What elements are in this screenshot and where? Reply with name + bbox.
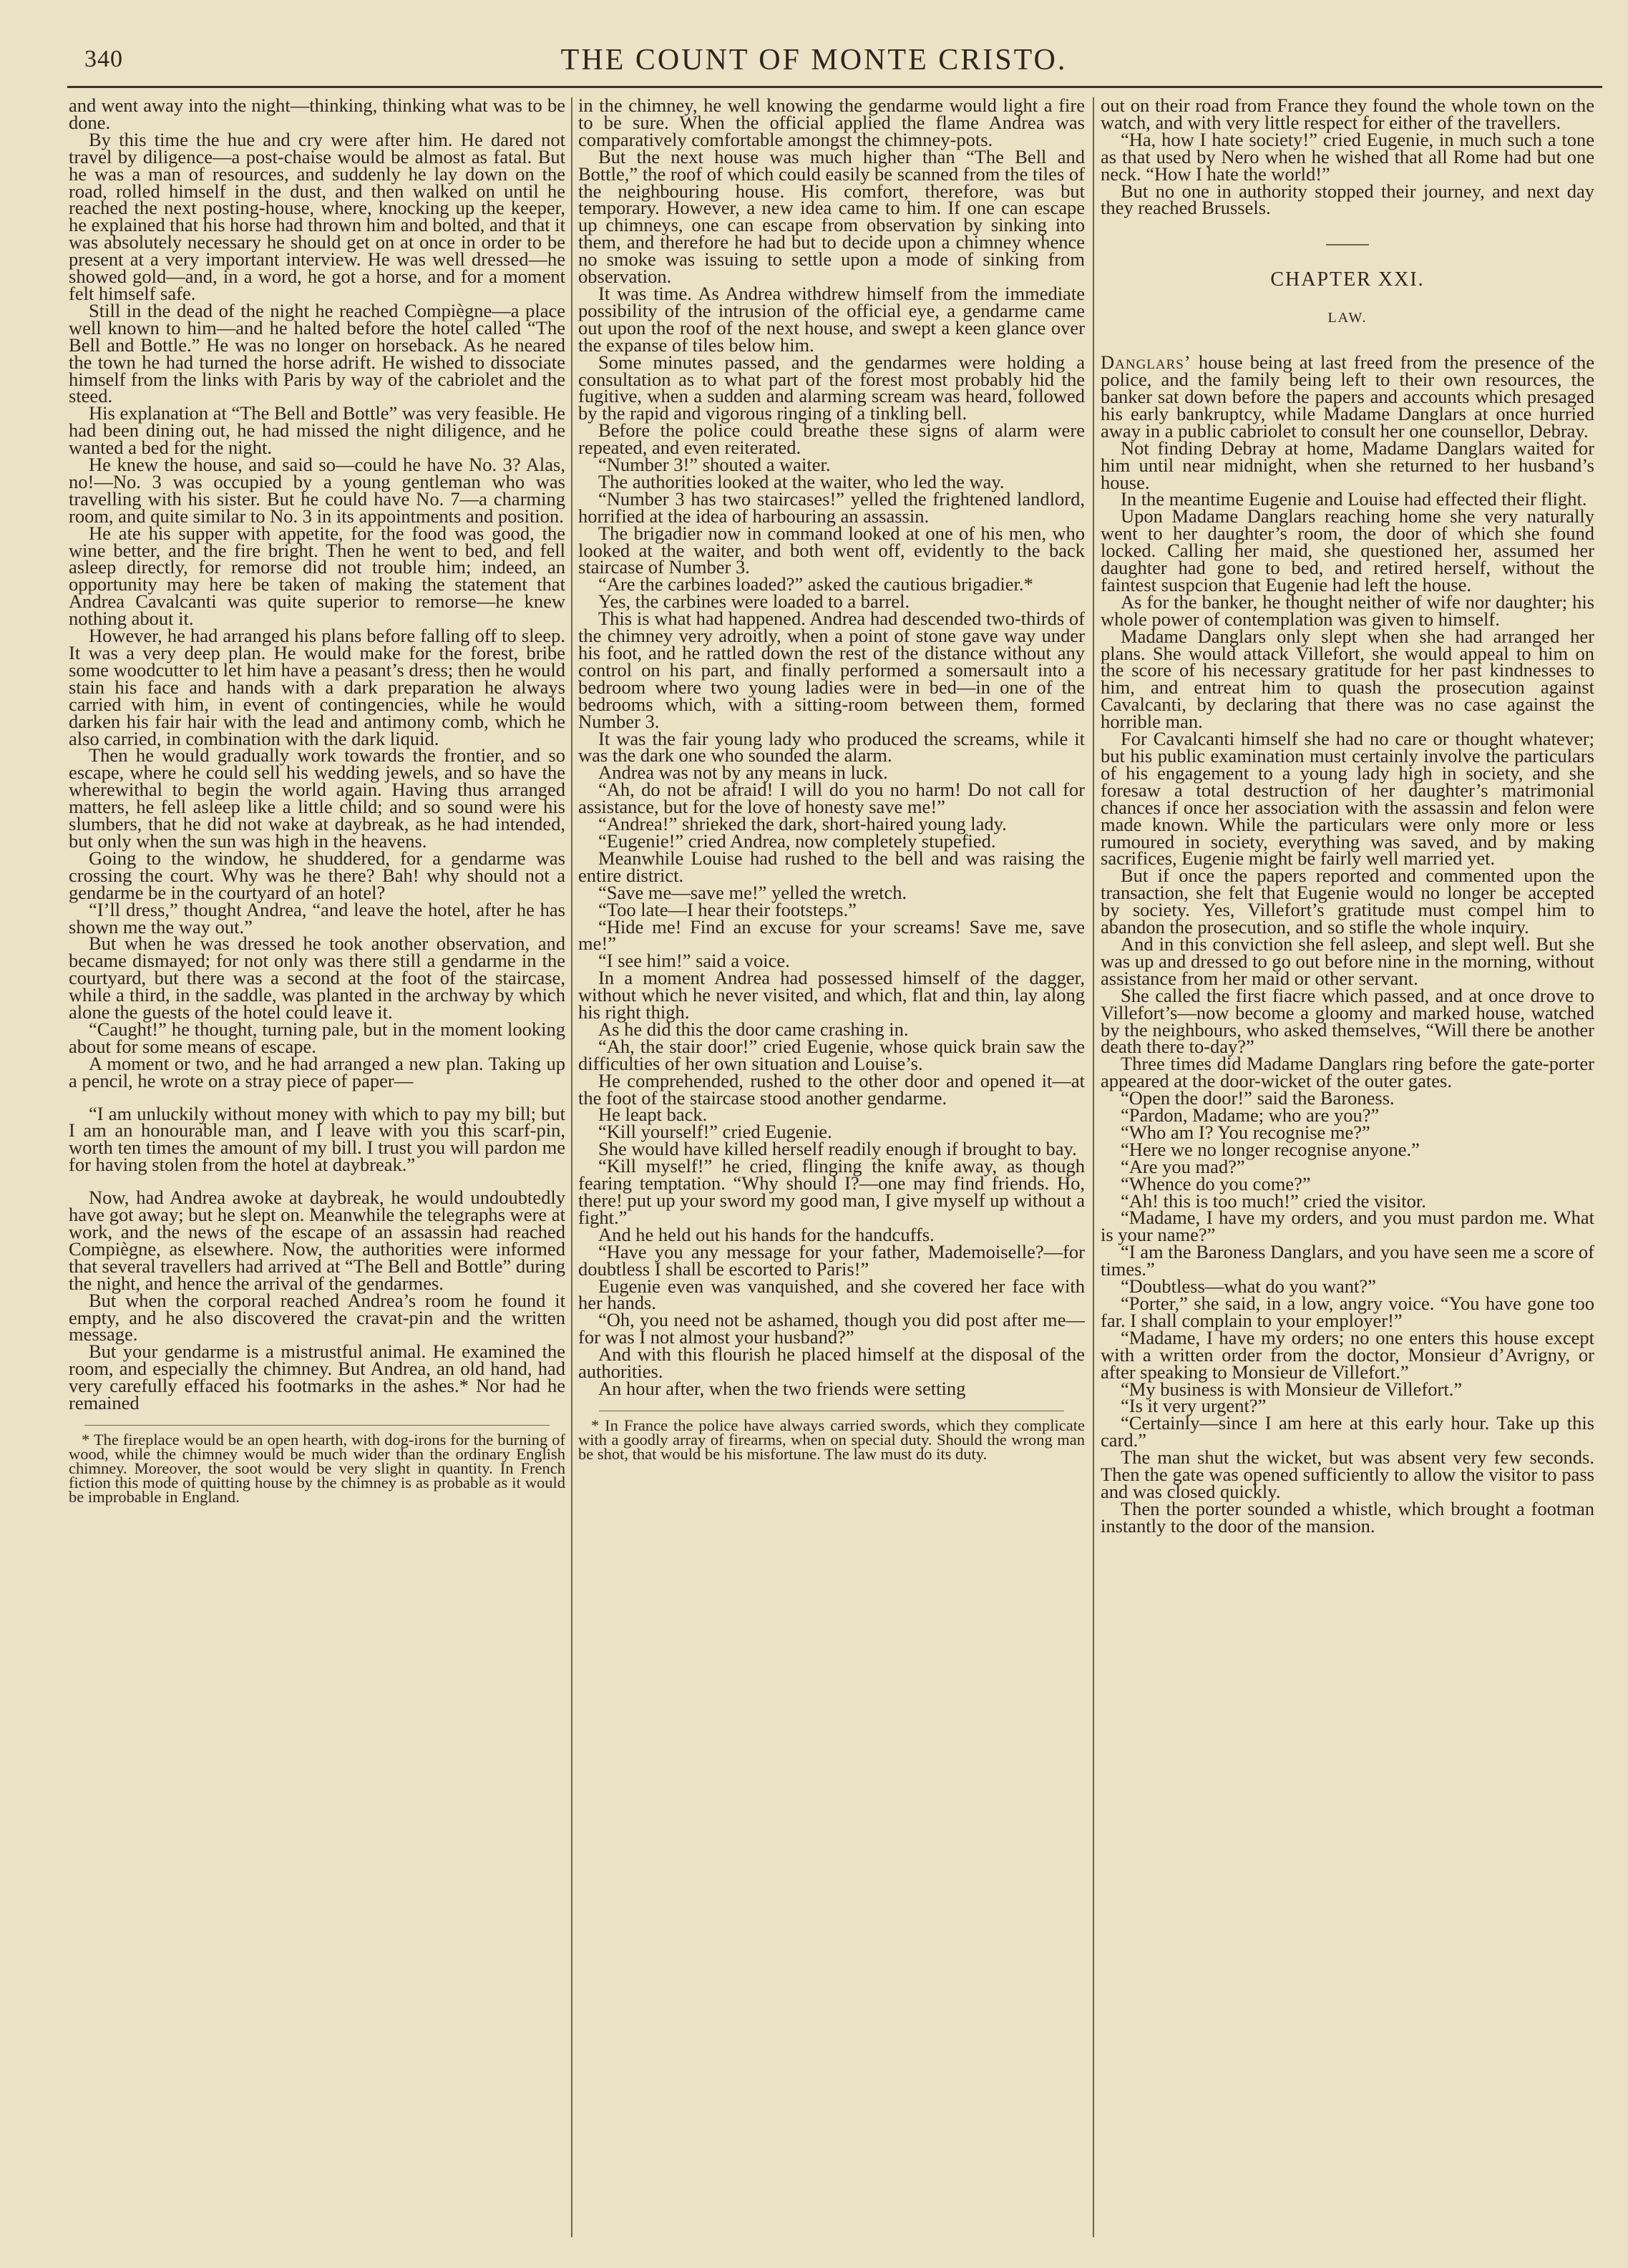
paragraph: “Ah! this is too much!” cried the visitor. [1121,1189,1426,1212]
paragraph: “Eugenie!” cried Andrea, now completely stupefied. [598,829,996,852]
footnote: * The fireplace would be an open hearth, with dog-irons for the burning of wood, while the chimney would be much wider than the ordinary English chimney. Moreover, the soot would be very slight in quantity. In French fiction this mode of quitting house by the chimney is as probable as it would be improbable in England. [69,1430,565,1506]
chapter-title: CHAPTER XXI. [1270,268,1425,291]
paragraph: “Number 3!” shouted a waiter. [598,454,831,476]
paragraph: Madame Danglars only slept when she had arranged her plans. She would attack Villefort, she would appeal to him on the score of his necessary gratitude for her past kindnesses to him, and entreat him to quash the prosecution against Cavalcanti, by declaring that there was no case against the horrible man. [1101,625,1594,733]
paragraph: She called the first fiacre which passed, and at once drove to Villefort’s—now become a gloomy and marked house, watched by the neighbours, who asked themselves, “Will there be another death there to-day?” [1101,984,1594,1058]
paragraph: “Whence do you come?” [1121,1172,1311,1194]
paragraph: “Oh, you need not be ashamed, though you did post after me—for was I not almost your husband?” [578,1309,1085,1348]
paragraph: Three times did Madame Danglars ring before the gate-porter appeared at the door-wicket of the outer gates. [1101,1053,1594,1092]
chapter-rule [1326,244,1369,245]
paragraph: For Cavalcanti himself she had no care or thought whatever; but his public examination must certainly involve the particulars of his engagement to a young lady high in society, and she foresaw a total destruction of her daughter’s matrimonial chances if once her association with the assassin and felon were made known. While the particulars were only more or less rumoured in society, everything was saved, and by making sacrifices, Eugenie might be fairly well married yet. [1101,728,1594,870]
paragraph: An hour after, when the two friends were setting [598,1377,966,1399]
paragraph: Going to the window, he shuddered, for a gendarme was crossing the court. Why was he there? Bah! why should not a gendarme be in the courtyard of an hotel? [69,847,565,903]
paragraph: But when he was dressed he took another observation, and became dismayed; for not only was there still a gendarme in the courtyard, but there was a second at the foot of the staircase, while a third, in the saddle, was planted in the archway by which alone the guests of the hotel could leave it. [69,933,565,1023]
paragraph: “Are the carbines loaded?” asked the cautious brigadier.* [598,573,1033,595]
paragraph: “My business is with Monsieur de Villefort.” [1121,1378,1463,1400]
paragraph: “Save me—save me!” yelled the wretch. [598,881,907,903]
paragraph: By this time the hue and cry were after him. He dared not travel by diligence—a post-chaise would be almost as fatal. But he was a man of resources, and suddenly he lay down on the road, rolled himself in the dust, and then walked on until he reached the next posting-house, where, knocking up the keeper, he explained that his horse had thrown him and bolted, and that it was absolutely necessary he should get on at once in order to be present at a very important interview. He was well dressed—he showed gold—and, in a word, he got a horse, and for a moment felt himself safe. [69,128,565,304]
letter-quote: “I am unluckily without money with which to pay my bill; but I am an honourable man, and I leave with you this scarf-pin, worth ten times the amount of my bill. I trust you will pardon me for having stolen from the hotel at daybreak.” [69,1102,565,1176]
header-rule [67,86,1602,88]
paragraph: “I see him!” said a voice. [598,950,790,972]
paragraph: As for the banker, he thought neither of wife nor daughter; his whole power of contemplation was given to himself. [1101,590,1594,630]
paragraph: “Is it very urgent?” [1121,1395,1267,1417]
paragraph: and went away into the night—thinking, thinking what was to be done. [69,97,565,133]
paragraph: “Ha, how I hate society!” cried Eugenie, in much such a tone as that used by Nero when he wished that all Rome had but one neck. “How I hate the world!” [1101,128,1594,185]
paragraph: Still in the dead of the night he reached Compiègne—a place well known to him—and he halted before the hotel called “The Bell and Bottle.” He was no longer on horseback. As he neared the town he had turned the horse adrift. He wished to dissociate himself from the links with Paris by way of the cabriolet and the steed. [69,299,565,407]
paragraph: “Kill yourself!” cried Eugenie. [598,1121,832,1143]
paragraph: Some minutes passed, and the gendarmes were holding a consultation as to what part of the forest most probably hid the fugitive, when a sudden and alarming scream was heard, followed by the rapid and vigorous ringing of a tinkling bell. [578,351,1085,424]
paragraph: in the chimney, he well knowing the gendarme would light a fire to be sure. When the official applied the flame Andrea was comparatively comfortable amongst the chimney-pots. [578,97,1085,150]
chapter-opening-paragraph [1101,351,1594,442]
paragraph: “Doubtless—what do you want?” [1121,1275,1376,1298]
paragraph: He ate his supper with appetite, for the food was good, the wine better, and the fire bright. Then he went to bed, and fell asleep directly, for remorse did not trouble him; indeed, an opportunity may here be taken of making the statement that Andrea Cavalcanti was quite superior to remorse—he knew nothing about it. [69,522,565,630]
paragraph: She would have killed herself readily enough if brought to bay. [598,1138,1077,1160]
paragraph: However, he had arranged his plans before falling off to sleep. It was a very deep plan. He would make for the forest, bribe some woodcutter to let him have a peasant’s dress; then he would stain his face and hands with a dark preparation he always carried with him, in event of contingencies, while he would darken his fair hair with the lead and antimony comb, which he also carried, in combination with the dark liquid. [69,625,565,749]
paragraph: He leapt back. [598,1104,708,1126]
paragraph: This is what had happened. Andrea had descended two-thirds of the chimney very adroitly, when a point of stone gave way under his foot, and he rattled down the rest of the distance without any control on his part, and finally performed a somersault into a bedroom where two young ladies were in bed—in one of the bedrooms which, with a sitting-room between them, formed Number 3. [578,608,1085,732]
paragraph: “I’ll dress,” thought Andrea, “and leave the hotel, after he has shown me the way out.” [69,898,565,938]
paragraph: “Too late—I hear their footsteps.” [598,898,857,920]
paragraph: “Here we no longer recognise anyone.” [1121,1138,1420,1160]
paragraph: “Certainly—since I am here at this early hour. Take up this card.” [1101,1412,1594,1451]
page-header [0,42,1628,79]
paragraph: But your gendarme is a mistrustful animal. He examined the room, and especially the chimney. But Andrea, an old hand, had very carefully effaced his footmarks in the ashes.* Nor had he remained [69,1340,565,1414]
paragraph: Yes, the carbines were loaded to a barrel. [598,590,910,613]
paragraph: “Madame, I have my orders; no one enters this house except with a written order from the doctor, Monsieur d’Avrigny, or after speaking to Monsieur de Villefort.” [1101,1326,1594,1383]
paragraph: “Are you mad?” [1121,1155,1245,1177]
paragraph: “Kill myself!” he cried, flinging the knife away, as though fearing temptation. “Why should I?—one may find friends. Ho, there! put up your sword my good man, I give myself up without a fight.” [578,1155,1085,1228]
paragraph: He comprehended, rushed to the other door and opened it—at the foot of the staircase stood another gendarme. [578,1069,1085,1109]
footnote: * In France the police have always carried swords, which they complicate with a goodly array of firearms, when on special duty. Should the wrong man be shot, that would be his misfortune. The law must do its duty. [578,1416,1085,1463]
opening-word: Danglars’ [1101,351,1191,374]
paragraph: “Number 3 has two staircases!” yelled the frightened landlord, horrified at the idea of harbouring an assassin. [578,487,1085,527]
paragraph: A moment or two, and he had arranged a new plan. Taking up a pencil, he wrote on a stray piece of paper— [69,1052,565,1091]
footnote-rule [84,1425,550,1426]
paragraph: “Have you any message for your father, Mademoiselle?—for doubtless I shall be escorted to Paris!” [578,1240,1085,1280]
paragraph: But if once the papers reported and commented upon the transaction, she felt that Eugenie would no longer be accepted by society. Yes, Villefort’s gratitude must compel him to abandon the prosecution, and so stifle the whole inquiry. [1101,865,1594,938]
paragraph: He knew the house, and said so—could he have No. 3? Alas, no!—No. 3 was occupied by a young gentleman who was travelling with his sister. But he could have No. 7—a charming room, and quite similar to No. 3 in its appointments and position. [69,454,565,527]
paragraph: “Ah, do not be afraid! I will do you no harm! Do not call for assistance, but for the love of honesty save me!” [578,779,1085,818]
paragraph: “Andrea!” shrieked the dark, short-haired young lady. [598,813,1007,835]
running-title: THE COUNT OF MONTE CRISTO. [560,44,1068,77]
paragraph: “Open the door!” said the Baroness. [1121,1087,1395,1109]
paragraph: It was the fair young lady who produced the screams, while it was the dark one who sounded the alarm. [578,727,1085,766]
paragraph: out on their road from France they found the whole town on the watch, and with very little respect for either of the travellers. [1101,97,1594,133]
paragraph: Not finding Debray at home, Madame Danglars waited for him until near midnight, when she returned to her husband’s house. [1101,437,1594,493]
paragraph: “Hide me! Find an excuse for your screams! Save me, save me!” [578,915,1085,955]
paragraph: The authorities looked at the waiter, who led the way. [598,470,1005,492]
paragraph: “Ah, the stair door!” cried Eugenie, whose quick brain saw the difficulties of her own situation and Louise’s. [578,1035,1085,1074]
column-divider [1093,97,1094,2237]
paragraph: But the next house was much higher than “The Bell and Bottle,” the roof of which could easily be scanned from the tiles of the neighbouring house. His comfort, therefore, was but temporary. However, a new idea came to him. If one can escape up chimneys, one can escape from observation by sinking into them, and therefore he had but to decide upon a chimney whence no smoke was issuing to settle upon a mode of sinking from observation. [578,145,1085,288]
paragraph: But no one in authority stopped their journey, and next day they reached Brussels. [1101,180,1594,219]
paragraph: Then he would gradually work towards the frontier, and so escape, where he could sell his wedding jewels, and so have the wherewithal to begin the world again. Having thus arranged matters, he fell asleep like a little child; and so sound were his slumbers, that he did not wake at daybreak, as he had intended, but only when the sun was high in the heavens. [69,744,565,852]
paragraph: Eugenie even was vanquished, and she covered her face with her hands. [578,1275,1085,1314]
paragraph: Then the porter sounded a whistle, which brought a footman instantly to the door of the mansion. [1101,1497,1594,1537]
paragraph: It was time. As Andrea withdrew himself from the immediate possibility of the intrusion of the official eye, a gendarme came out upon the roof of the next house, and swept a keen glance over the expanse of tiles below him. [578,282,1085,356]
paragraph: “Porter,” she said, in a low, angry voice. “You have gone too far. I shall complain to your employer!” [1101,1293,1594,1331]
chapter-subtitle: LAW. [1327,310,1368,326]
paragraph: His explanation at “The Bell and Bottle” was very feasible. He had been dining out, he had missed the night diligence, and he wanted a bed for the night. [69,402,565,459]
column-3 [1101,97,1594,2259]
col1-text [69,97,565,1412]
paragraph: “Who am I? You recognise me?” [1121,1121,1370,1143]
paragraph: As he did this the door came crashing in. [598,1018,909,1040]
paragraph: Before the police could breathe these signs of alarm were repeated, and even reiterated. [578,419,1085,459]
paragraph: But when the corporal reached Andrea’s room he found it empty, and he also discovered the cravat-pin and the written message. [69,1289,565,1345]
paragraph: “Caught!” he thought, turning pale, but in the moment looking about for some means of escape. [69,1018,565,1057]
paragraph: Andrea was not by any means in luck. [598,761,888,784]
paragraph: “Pardon, Madame; who are you?” [1121,1104,1380,1126]
paragraph: “I am the Baroness Danglars, and you have seen me a score of times.” [1101,1241,1594,1280]
paragraph: And with this flourish he placed himself at the disposal of the authorities. [578,1343,1085,1383]
column-1 [69,97,565,2259]
paragraph: Now, had Andrea awoke at daybreak, he would undoubtedly have got away; but he slept on. Meanwhile the telegraphs were at work, and the news of the escape of an assassin had reached Compiègne, as elsewhere. Now, the authorities were informed that several travellers had arrived at “The Bell and Bottle” during the night, and hence the arrival of the gendarmes. [69,1187,565,1294]
paragraph: In a moment Andrea had possessed himself of the dagger, without which he never visited, and which, flat and thin, lay along his right thigh. [578,967,1085,1023]
column-divider [571,97,572,2237]
paragraph: The brigadier now in command looked at one of his men, who looked at the waiter, and both went off, evidently to the back staircase of Number 3. [578,522,1085,578]
paragraph: Meanwhile Louise had rushed to the bell and was raising the entire district. [578,847,1085,886]
page-number: 340 [84,46,123,72]
opening-text: house being at last freed from the presence of the police, and the family being left to their own resources, the banker sat down before the papers and accounts which presaged his early bankruptcy, while Madame Danglars at once hurried away in a public cabriolet to consult her one counsellor, Debray. [1101,351,1594,442]
paragraph: And he held out his hands for the handcuffs. [598,1223,935,1245]
paragraph: Upon Madame Danglars reaching home she very naturally went to her daughter’s room, the door of which she found locked. Calling her maid, she questioned her, assumed her daughter had gone to bed, and retired herself, without the faintest suspcion that Eugenie had left the house. [1101,505,1594,595]
column-2 [578,97,1085,2259]
paragraph: The man shut the wicket, but was absent very few seconds. Then the gate was opened sufficiently to allow the visitor to pass and was closed quickly. [1101,1446,1594,1502]
paragraph: And in this conviction she fell asleep, and slept well. But she was up and dressed to go out before nine in the morning, without assistance from her maid or other servant. [1101,933,1594,989]
paragraph: In the meantime Eugenie and Louise had effected their flight. [1121,488,1587,510]
paragraph: “Madame, I have my orders, and you must pardon me. What is your name?” [1101,1207,1594,1246]
